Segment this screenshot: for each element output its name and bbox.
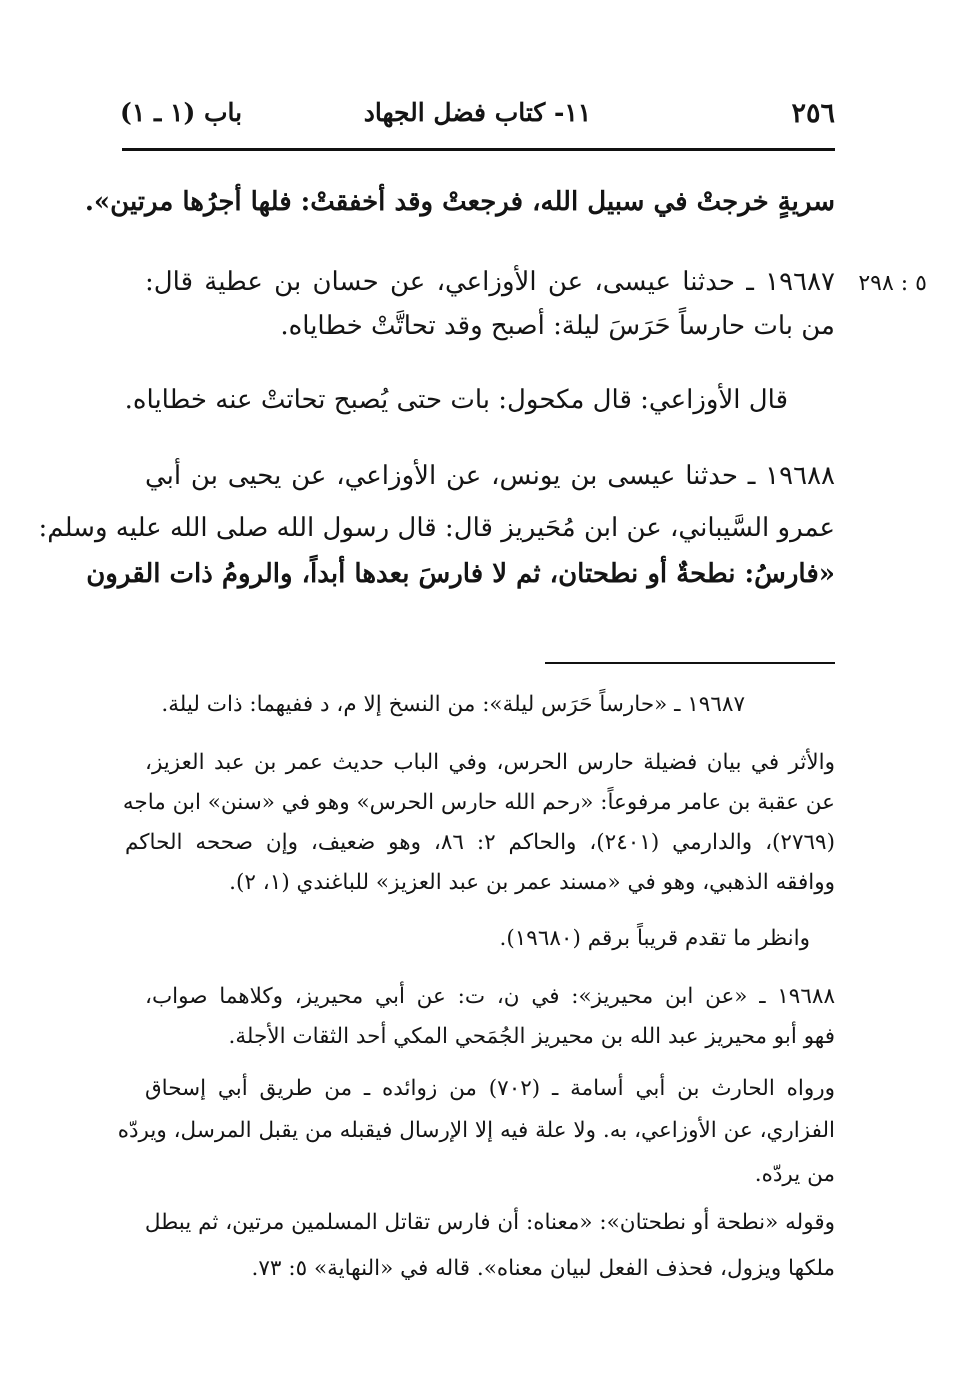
- chapter-section: باب (١ ـ ١): [120, 98, 243, 127]
- footnote-see-also: وانظر ما تقدم قريباً برقم (١٩٦٨٠).: [499, 926, 810, 951]
- footnote-harith-line-2: الفزاري، عن الأوزاعي، به. ولا علة فيه إلا الإرسال فيقبله من يقبل المرسل، ويردّه: [117, 1118, 835, 1143]
- footnote-harith-line-3: من يردّه.: [754, 1162, 835, 1187]
- footnote-athar-line-4: ووافقه الذهبي، وهو في «مسند عمر بن عبد العزيز» للباغندي (١، ٢).: [229, 870, 835, 895]
- book-title: ١١- كتاب فضل الجهاد: [363, 98, 592, 127]
- hadith-19687-line-2: من بات حارساً حَرَسَ ليلة: أصبح وقد تحاتَّتْ خطاياه.: [280, 311, 835, 341]
- hadith-19688-line-1: ١٩٦٨٨ ـ حدثنا عيسى بن يونس، عن الأوزاعي، عن يحيى بن أبي: [145, 461, 835, 491]
- footnote-rule: [545, 662, 835, 664]
- footnote-19688-line-2: فهو أبو محيريز عبد الله بن محيريز الجُمَحي المكي أحد الثقات الأجلة.: [228, 1024, 835, 1049]
- footnote-19687: ١٩٦٨٧ ـ «حارساً حَرَس ليلة»: من النسخ إلا م، د ففيهما: ذات ليلة.: [161, 692, 745, 717]
- hadith-19688-line-3: «فارسُ: نطحةٌ أو نطحتان، ثم لا فارسَ بعدها أبداً، والرومُ ذات القرون: [86, 559, 835, 589]
- footnote-19688-line-1: ١٩٦٨٨ ـ «عن ابن محيريز»: في ن، ت: عن أبي محيريز، وكلاهما صواب،: [145, 984, 835, 1009]
- hadith-19688-line-2: عمرو السَّيباني، عن ابن مُحَيريز قال: قال رسول الله صلى الله عليه وسلم:: [38, 513, 835, 543]
- footnote-natha-line-1: وقوله «نطحة أو نطحتان»: «معناه: أن فارس تقاتل المسلمين مرتين، ثم يبطل: [144, 1210, 835, 1235]
- header-rule: [122, 148, 835, 151]
- footnote-natha-line-2: ملكها ويزول، فحذف الفعل لبيان معناه». قاله في «النهاية» ٥: ٧٣.: [251, 1256, 835, 1281]
- opening-line: سريةٍ خرجتْ في سبيل الله، فرجعتْ وقد أخفقتْ: فلها أجرُها مرتين».: [84, 187, 835, 217]
- page-number: ٢٥٦: [791, 98, 835, 129]
- footnote-athar-line-2: عن عقبة بن عامر مرفوعاً: «رحم الله حارس الحرس» وهو في «سنن» ابن ماجه: [122, 790, 835, 815]
- footnote-harith-line-1: ورواه الحارث بن أبي أسامة ـ (٧٠٢) من زوائده ـ من طريق أبي إسحاق: [145, 1076, 836, 1101]
- footnote-athar-line-3: (٢٧٦٩)، والدارمي (٢٤٠١)، والحاكم ٢: ٨٦، وهو ضعيف، وإن صححه الحاكم: [125, 830, 835, 855]
- footnote-athar-line-1: والأثر في بيان فضيلة حارس الحرس، وفي الباب حديث عمر بن عبد العزيز،: [145, 750, 835, 775]
- awzai-statement: قال الأوزاعي: قال مكحول: بات حتى يُصبح تحاتتْ عنه خطاياه.: [124, 385, 788, 415]
- hadith-19687-line-1: ١٩٦٨٧ ـ حدثنا عيسى، عن الأوزاعي، عن حسان بن عطية قال:: [145, 267, 835, 297]
- page-header: [120, 96, 835, 144]
- margin-reference: ٥ : ٢٩٨: [858, 271, 927, 296]
